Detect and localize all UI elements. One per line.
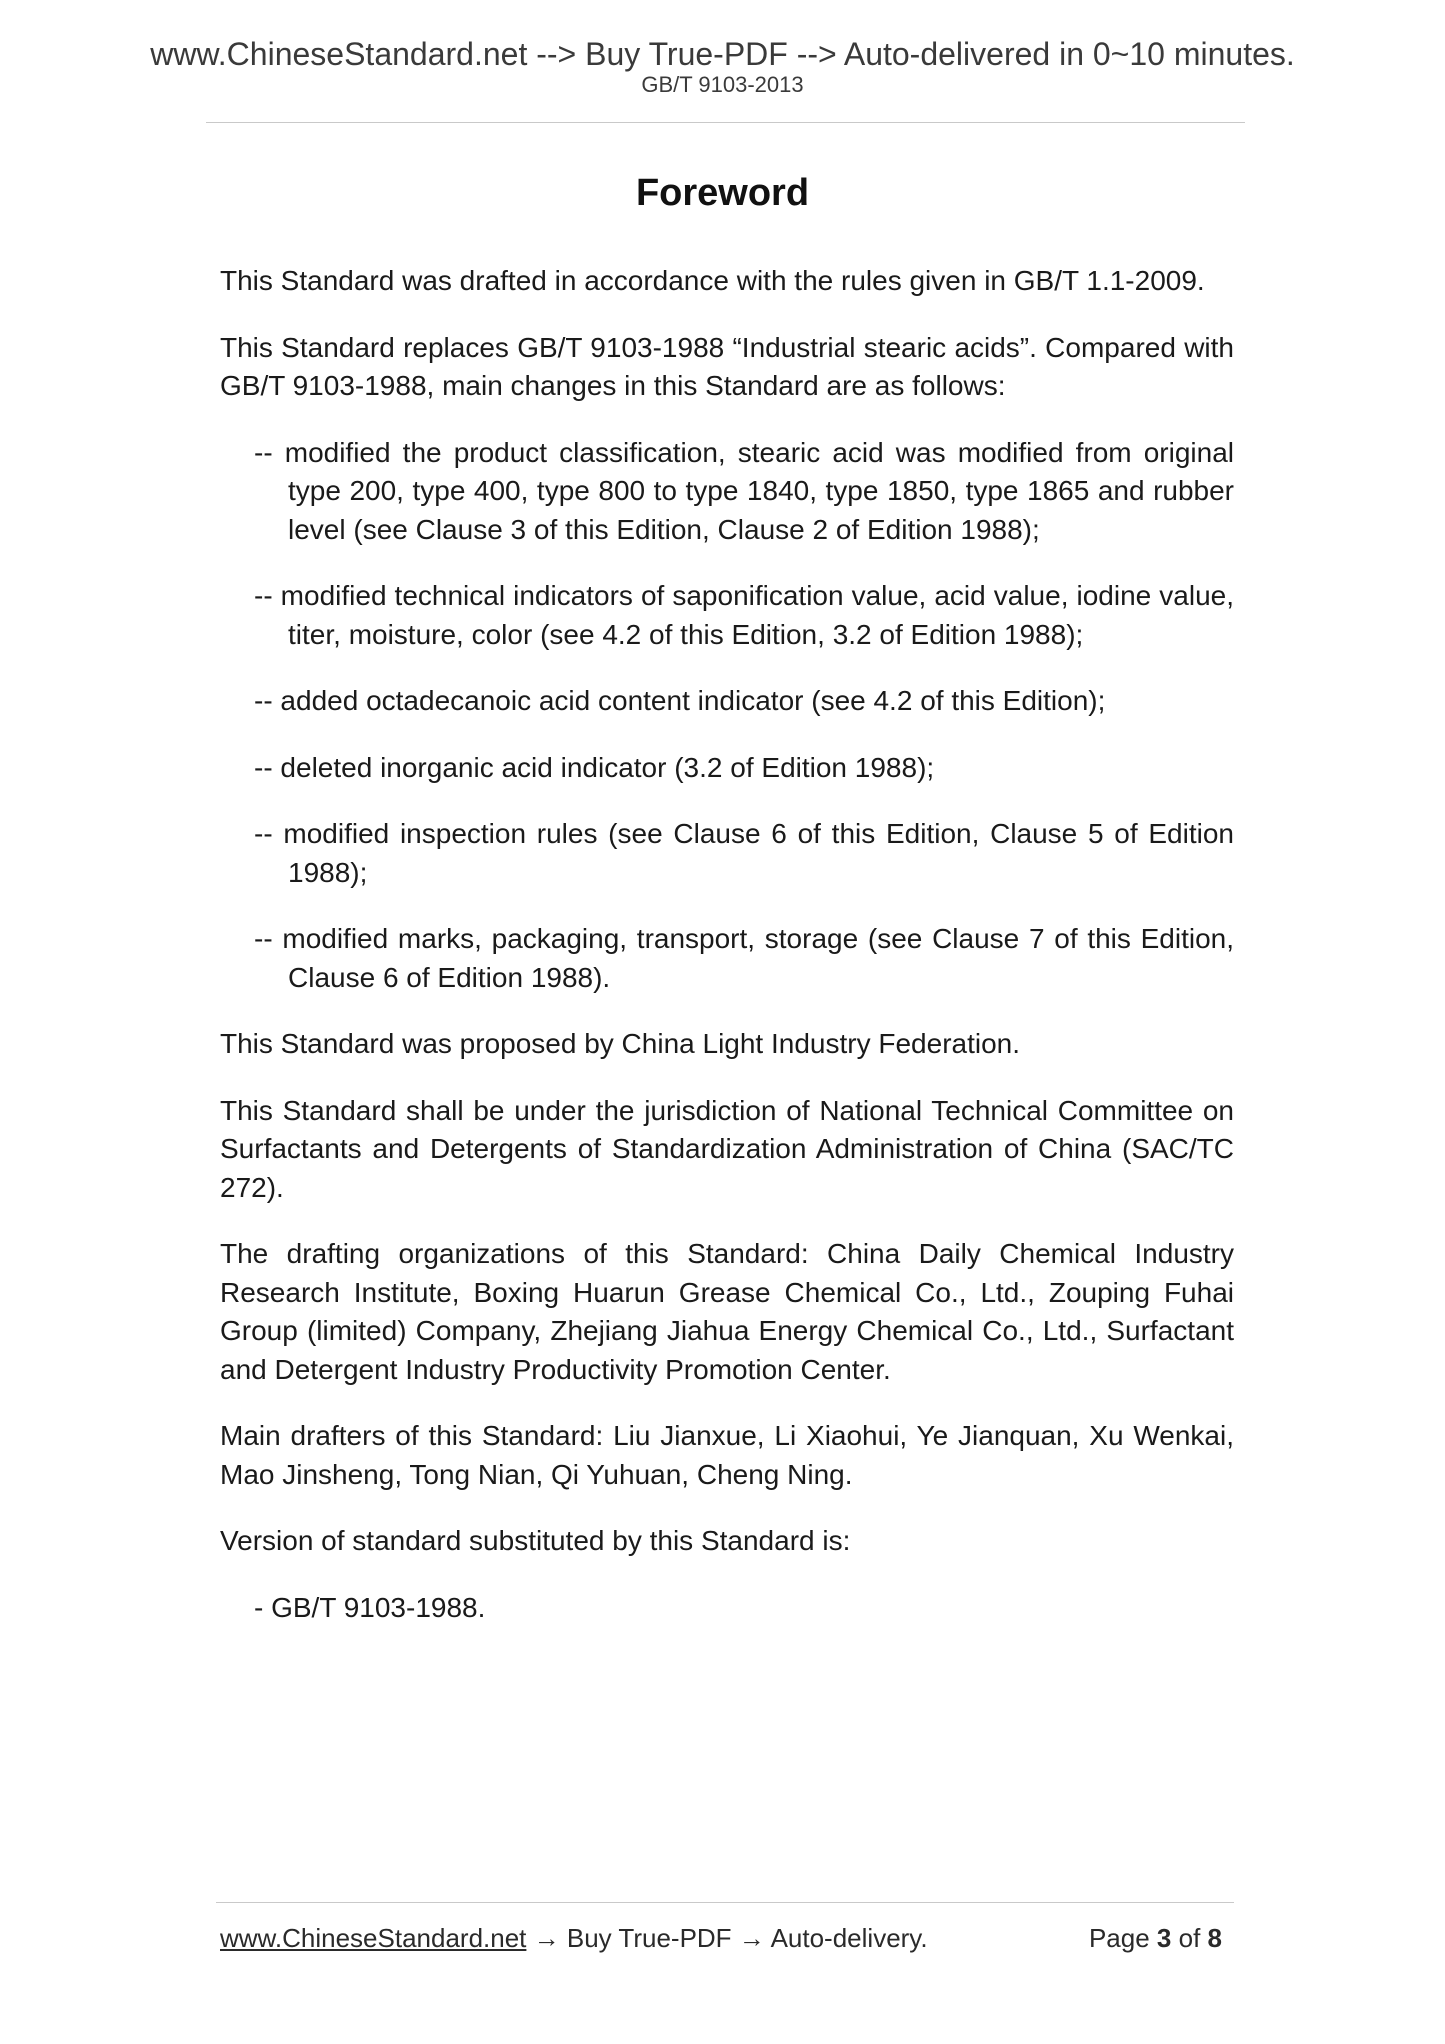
page-current: 3: [1156, 1923, 1172, 1953]
change-item: -- deleted inorganic acid indicator (3.2 of Edition 1988);: [254, 751, 935, 783]
page-title: Foreword: [635, 172, 810, 214]
paragraph-replaces: This Standard replaces GB/T 9103-1988 “Industrial stearic acids”. Compared with GB/T 9103-1988, main changes in this Standard are as follows:: [220, 331, 1234, 401]
paragraph-proposed-by: This Standard was proposed by China Light Industry Federation.: [220, 1028, 1021, 1059]
paragraph-substituted-version: Version of standard substituted by this Standard is:: [220, 1525, 851, 1556]
change-item: -- added octadecanoic acid content indicator (see 4.2 of this Edition);: [254, 685, 1106, 716]
document-body: [220, 262, 1234, 1655]
change-item: -- modified the product classification, stearic acid was modified from original type 200, type 400, type 800 to type 1840, type 1850, type 1865 and rubber level (see Clause 3 of this Edition, Clause 2 of Edition 1988);: [254, 436, 1234, 545]
header-divider: [206, 122, 1245, 123]
page-of-label: of: [1178, 1923, 1201, 1953]
paragraph-main-drafters: Main drafters of this Standard: Liu Jianxue, Li Xiaohui, Ye Jianquan, Xu Wenkai, Mao Jinsheng, Tong Nian, Qi Yuhuan, Cheng Ning.: [220, 1420, 1234, 1490]
header-banner: www.ChineseStandard.net --> Buy True-PDF --> Auto-delivered in 0~10 minutes.: [150, 36, 1295, 72]
substituted-standard-item: - GB/T 9103-1988.: [254, 1591, 486, 1623]
footer-divider: [216, 1902, 1234, 1903]
paragraph-drafting-organizations: The drafting organizations of this Standard: China Daily Chemical Industry Research Institute, Boxing Huarun Grease Chemical Co., Ltd., Zouping Fuhai Group (limited) Company, Zhejiang Jiahua Energy Chemical Co., Ltd., Surfactant and Detergent Industry Productivity Promotion Center.: [220, 1238, 1234, 1385]
footer-promo: [220, 1922, 928, 1954]
change-item: -- modified technical indicators of saponification value, acid value, iodine value, titer, moisture, color (see 4.2 of this Edition, 3.2 of Edition 1988);: [254, 580, 1234, 650]
footer-promo-text: → Buy True-PDF → Auto-delivery.: [526, 1923, 928, 1953]
paragraph-drafting-rules: This Standard was drafted in accordance with the rules given in GB/T 1.1-2009.: [220, 265, 1205, 296]
paragraph-jurisdiction: This Standard shall be under the jurisdiction of National Technical Committee on Surfactants and Detergents of Standardization Administration of China (SAC/TC 272).: [220, 1094, 1234, 1203]
change-item: -- modified marks, packaging, transport, storage (see Clause 7 of this Edition, Clause 6 of Edition 1988).: [254, 923, 1234, 993]
page-number: [1089, 1922, 1222, 1954]
standard-code: GB/T 9103-2013: [641, 72, 804, 97]
change-item: -- modified inspection rules (see Clause 6 of this Edition, Clause 5 of Edition 1988);: [254, 818, 1234, 888]
page-label: Page: [1088, 1923, 1150, 1953]
footer-site-link[interactable]: www.ChineseStandard.net: [220, 1923, 527, 1953]
page-total: 8: [1207, 1923, 1222, 1953]
